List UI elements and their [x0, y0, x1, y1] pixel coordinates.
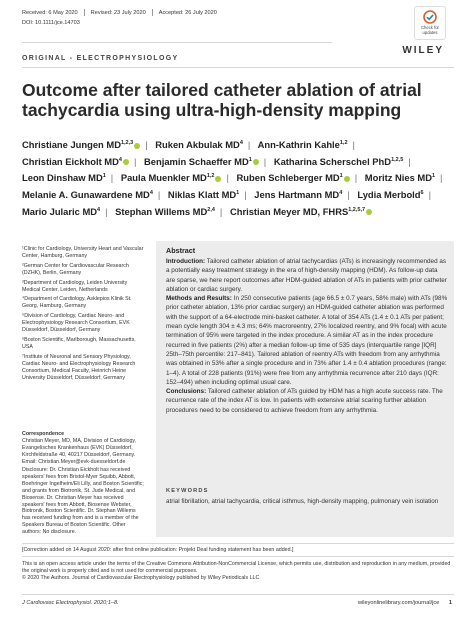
- author-affiliation-number: 1: [102, 173, 106, 180]
- methods-text: In 250 consecutive patients (age 66.5 ± 0.7 years, 58% male) with ATs (98% prior catheter ablation, 13% prior cardiac surgery) an HDM-guided catheter ablation was performed with the support of a 64-electrode mini-basket catheter. A total of 354 ATs (1.4 ± 0.1 ATs per patient; mean cycle length 304 ± 4.3 ms; 64% macroreentry, 27% localized reentry, and 9% focal) with acute termination of 95% were targeted in the index procedure. A similar AT as in the index procedure recurred in five patients (2%) after a median follow-up time of 535 days (interquartile range [IQR] 25th–75th percentile: 217–841). Tailored ablation of reentry ATs with freedom from any arrhythmia was obtained in 53% after a single procedure and in 73% after 1.4 ± 0.4 ablation procedures (range: 1–4). A total of 228 patients (91%) were free from any arrhythmia recurrence after 210 days (IQR: 152–494) when including optimal usual care.: [166, 295, 448, 386]
- correspondence-heading: Correspondence: [22, 431, 65, 437]
- author-separator: |: [145, 139, 148, 151]
- author-separator: |: [247, 139, 251, 151]
- keywords: atrial fibrillation, atrial tachycardia, critical isthmus, high-density mapping, pulmonary vein isolation: [166, 498, 439, 505]
- correspondence-email-line: [22, 459, 144, 466]
- footer-rule: [22, 594, 454, 595]
- affiliation: ³Department of Cardiology, Leiden University Medical Center, Leiden, Netherlands: [22, 279, 128, 293]
- author-affiliation-number: 4: [239, 140, 243, 146]
- orcid-icon[interactable]: [253, 159, 259, 165]
- author[interactable]: [155, 139, 243, 150]
- received-date: Received: 6 May 2020: [22, 9, 78, 16]
- author[interactable]: [121, 172, 222, 183]
- author[interactable]: [365, 172, 435, 183]
- author[interactable]: [168, 189, 239, 200]
- author-affiliation-number: 1: [236, 189, 240, 196]
- author[interactable]: [237, 172, 350, 183]
- copyright-text: © 2020 The Authors. Journal of Cardiovascular Electrophysiology published by Wiley Periodicals LLC: [22, 575, 260, 581]
- publisher-logo: WILEY: [402, 45, 444, 56]
- author-affiliation-number: 1,2: [339, 140, 348, 146]
- author[interactable]: [144, 156, 259, 167]
- journal-citation: J Cardiovasc Electrophysiol. 2020;1–8.: [22, 600, 119, 606]
- author-separator: |: [408, 155, 411, 167]
- author-separator: |: [226, 172, 229, 184]
- license-rule: [22, 556, 454, 557]
- conclusions-label: Conclusions:: [166, 388, 207, 396]
- author-name: Lydia Merbold: [357, 189, 421, 200]
- author-separator: |: [440, 172, 443, 184]
- author[interactable]: [22, 189, 153, 200]
- orcid-icon[interactable]: [366, 209, 372, 215]
- author-separator: |: [428, 189, 432, 200]
- revised-date: Revised: 23 July 2020: [90, 9, 146, 16]
- correspondence: [22, 431, 144, 466]
- divider: [84, 9, 85, 16]
- author-separator: |: [244, 189, 247, 200]
- author[interactable]: [115, 206, 215, 217]
- author-name: Ruken Akbulak MD: [155, 139, 240, 151]
- affiliation: ⁶Boston Scientific, Marlborough, Massachusetts, USA: [22, 336, 136, 350]
- section-label: ORIGINAL - ELECTROPHYSIOLOGY: [22, 55, 179, 62]
- abstract-box: [156, 241, 454, 537]
- author[interactable]: [22, 139, 140, 150]
- author-affiliation-number: 1,2,5,7: [348, 206, 366, 213]
- affiliation: ⁴Department of Cardiology, Asklepios Klinik St. Georg, Hamburg, Germany: [22, 296, 132, 310]
- author-name: Ruben Schleberger MD: [236, 172, 340, 184]
- affiliations: [22, 246, 144, 384]
- abstract-body: [166, 257, 448, 415]
- badge-line-1: Check for: [421, 25, 439, 30]
- author-list: [22, 136, 462, 219]
- abstract-heading: Abstract: [166, 246, 196, 255]
- footer-right: [358, 600, 452, 606]
- check-for-updates-icon: [423, 10, 437, 24]
- author-name: Stephan Willems MD: [115, 205, 208, 217]
- author[interactable]: [22, 206, 100, 217]
- author-affiliation-number: 4: [97, 206, 101, 213]
- badge-line-2: updates: [422, 30, 438, 35]
- article-title: Outcome after tailored catheter ablation of atrial tachycardia using ultra-high-density mapping: [22, 80, 422, 120]
- author-separator: |: [219, 205, 223, 217]
- license-text: This is an open access article under the terms of the Creative Commons Attribution-NonCommercial License, which permits use, distribution and reproduction in any medium, provided the original work is properly cited and is not used for commercial purposes.: [22, 561, 451, 574]
- author-separator: |: [347, 189, 350, 200]
- author-name: Moritz Nies MD: [364, 172, 432, 184]
- methods-label: Methods and Results:: [166, 295, 232, 303]
- affiliation: ⁷Institute of Neuronal and Sensory Physiology, Cardiac Neuro- and Electrophysiology Research Consortium, Medical Faculty, Heinrich Heine University Düsseldorf, Düsseldorf, Germany: [22, 353, 136, 381]
- author-separator: |: [354, 172, 358, 184]
- page-footer: [22, 600, 452, 606]
- author-separator: |: [157, 189, 161, 200]
- intro-text: Tailored catheter ablation of atrial tachycardias (ATs) is increasingly recommended as a potentially easy treatment strategy in the era of high-density mapping (HDM). As follow-up data are sparse, we here report outcomes after HDM-guided ablation of ATs in patients with prior catheter ablation or cardiac surgery.: [166, 258, 447, 293]
- author-separator: |: [105, 205, 108, 217]
- author-affiliation-number: 1,2,3: [120, 140, 134, 146]
- author[interactable]: [357, 189, 423, 200]
- footnote-rule: [22, 543, 454, 544]
- keywords-heading: KEYWORDS: [166, 488, 209, 494]
- author[interactable]: [258, 139, 348, 150]
- author-separator: |: [110, 172, 114, 184]
- author-affiliation-number: 1,2: [206, 173, 215, 180]
- author-affiliation-number: 1,2,5: [391, 156, 404, 163]
- author-separator: |: [263, 155, 267, 167]
- author-name: Leon Dinshaw MD: [22, 172, 103, 184]
- author-name: Melanie A. Gunawardene MD: [22, 189, 150, 200]
- author[interactable]: [22, 172, 106, 183]
- author-separator: |: [133, 155, 137, 167]
- orcid-icon[interactable]: [134, 143, 140, 149]
- author-name: Paula Muenkler MD: [120, 172, 207, 184]
- section-rule: [22, 67, 454, 68]
- author-affiliation-number: 4: [149, 189, 153, 196]
- author-name: Niklas Klatt MD: [167, 189, 237, 200]
- author-affiliation-number: 1: [431, 173, 436, 180]
- accepted-date: Accepted: 26 July 2020: [158, 9, 217, 16]
- author-affiliation-number: 4: [118, 156, 122, 163]
- divider: [152, 9, 153, 16]
- header-rule: [22, 42, 332, 43]
- author-name: Christian Eickholt MD: [22, 155, 119, 167]
- correction-note: [Correction added on 14 August 2020: after first online publication: Projekt Deal funding statement has been added.]: [22, 547, 294, 553]
- author[interactable]: [230, 206, 372, 217]
- correspondence-address: Christian Meyer, MD, MA, Division of Cardiology, Evangelisches Krankenhaus (EVK) Düsseldorf, Kirchfeldstraße 40, 40217 Düsseldorf, Germany.: [22, 437, 137, 458]
- email-label: Email:: [22, 458, 37, 465]
- author-name: Ann-Kathrin Kahle: [257, 139, 340, 151]
- license-block: [22, 561, 452, 582]
- affiliation: ¹Clinic for Cardiology, University Heart and Vascular Center, Hamburg, Germany: [22, 246, 144, 259]
- author-affiliation-number: 6: [420, 189, 424, 196]
- orcid-icon[interactable]: [123, 159, 129, 165]
- author-name: Jens Hartmann MD: [254, 189, 340, 200]
- author-name: Christian Meyer MD, FHRS: [229, 205, 349, 217]
- article-dates: [22, 9, 217, 16]
- author-affiliation-number: 2,4: [207, 206, 215, 213]
- orcid-icon[interactable]: [344, 176, 350, 182]
- email-link[interactable]: Christian.Meyer@evk-duesseldorf.de: [38, 458, 126, 465]
- affiliation: ²German Center for Cardiovascular Research (DZHK), Berlin, Germany: [22, 262, 129, 276]
- check-for-updates-badge[interactable]: [414, 6, 446, 40]
- author-name: Benjamin Schaeffer MD: [144, 155, 249, 167]
- conclusions-text: Tailored catheter ablation of ATs guided by HDM has a high acute success rate. The recurrence rate of the index AT is low. In patients with extensive atrial scaring further ablation procedures need to be considered to achieve freedom from any arrhythmia.: [166, 388, 443, 414]
- author[interactable]: [274, 156, 403, 167]
- intro-label: Introduction:: [166, 258, 206, 265]
- disclosure: Disclosure: Dr. Christian Eickholt has received speakers' fees from Bristol-Myer Squibb, Abbott, Boehringer Ingelheim/Eli Lilly, and Boston Scientific; and grants from Biotronik, St. Jude Medical, and Biosense. Dr. Christian Meyer has received speakers' fees from Abbott, Biosense Webster, Biotronik, Boston Scientific. Dr. Stephan Willems has received funding from and is a member of the Speakers Bureau of Boston Scientific. Other authors: No disclosure.: [22, 467, 144, 536]
- journal-url[interactable]: wileyonlinelibrary.com/journal/jce: [357, 600, 440, 606]
- affiliation: ⁵Division of Cardiology, Cardiac Neuro- and Electrophysiology Research Consortium, EVK Düsseldorf, Düsseldorf, Germany: [22, 313, 130, 334]
- author-separator: |: [352, 139, 355, 151]
- doi[interactable]: DOI: 10.1111/jce.14703: [22, 20, 80, 26]
- author-name: Christiane Jungen MD: [22, 139, 121, 151]
- author-affiliation-number: 1: [248, 156, 252, 163]
- author-affiliation-number: 1: [339, 173, 343, 180]
- author-affiliation-number: 4: [339, 189, 343, 196]
- author-name: Mario Jularic MD: [22, 205, 98, 217]
- author[interactable]: [22, 156, 129, 167]
- author-name: Katharina Scherschel PhD: [273, 155, 392, 167]
- page-number: 1: [448, 600, 452, 606]
- author[interactable]: [254, 189, 342, 200]
- orcid-icon[interactable]: [215, 176, 221, 182]
